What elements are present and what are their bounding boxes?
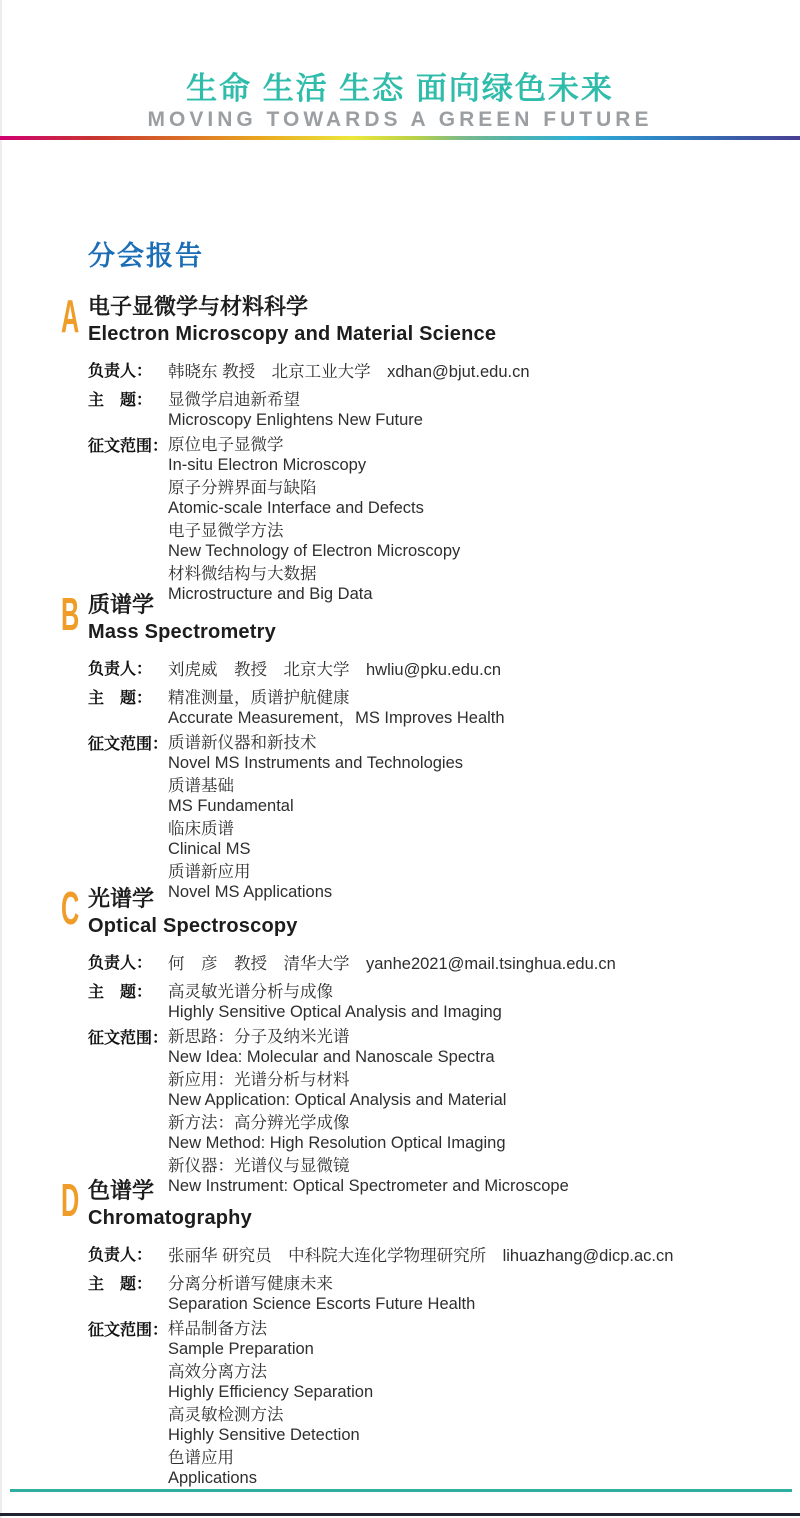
scope-en: Microstructure and Big Data bbox=[168, 584, 373, 603]
scope-zh: 质谱新应用 bbox=[168, 863, 251, 881]
scope-zh: 高灵敏检测方法 bbox=[168, 1406, 284, 1424]
scope-row bbox=[88, 1320, 760, 1492]
scope-item bbox=[168, 1406, 760, 1445]
scope-label: 征文范围： bbox=[88, 1030, 169, 1047]
section-title-en: Optical Spectroscopy bbox=[88, 915, 298, 937]
scope-zh: 新方法：高分辨光学成像 bbox=[168, 1114, 350, 1132]
scope-zh: 质谱新仪器和新技术 bbox=[168, 734, 317, 752]
scope-zh: 样品制备方法 bbox=[168, 1320, 267, 1338]
scope-en: Highly Efficiency Separation bbox=[168, 1382, 374, 1401]
topic-en: Accurate Measurement，MS Improves Health bbox=[168, 709, 505, 727]
section-letter-c: C bbox=[61, 882, 80, 934]
section-title-en: Chromatography bbox=[88, 1207, 252, 1229]
section-title-zh: 光谱学 bbox=[88, 886, 155, 911]
scope-zh: 质谱基础 bbox=[168, 777, 234, 795]
scope-item bbox=[168, 436, 760, 475]
section-electron-microscopy bbox=[61, 290, 760, 608]
organizer-row bbox=[88, 659, 760, 681]
topic-en: Separation Science Escorts Future Health bbox=[168, 1295, 476, 1313]
scope-en: MS Fundamental bbox=[168, 796, 294, 815]
topic-zh: 高灵敏光谱分析与成像 bbox=[168, 983, 333, 1001]
scope-en: New Technology of Electron Microscopy bbox=[168, 541, 461, 560]
topic-en: Highly Sensitive Optical Analysis and Imaging bbox=[168, 1003, 502, 1021]
scope-row bbox=[88, 734, 760, 906]
scope-zh: 电子显微学方法 bbox=[168, 522, 284, 540]
section-title-zh: 电子显微学与材料科学 bbox=[88, 294, 309, 319]
section-chromatography bbox=[61, 1174, 760, 1492]
topic-zh: 显微学启迪新希望 bbox=[168, 391, 300, 409]
scope-zh: 临床质谱 bbox=[168, 820, 234, 838]
scope-en: In-situ Electron Microscopy bbox=[168, 455, 367, 474]
rainbow-divider bbox=[0, 136, 800, 140]
scope-en: New Instrument: Optical Spectrometer and Microscope bbox=[168, 1176, 569, 1195]
section-title-en: Electron Microscopy and Material Science bbox=[88, 323, 497, 345]
section-letter-b: B bbox=[61, 588, 80, 640]
topic-label: 主 题： bbox=[88, 690, 153, 707]
scope-item bbox=[168, 1320, 760, 1359]
section-details bbox=[88, 659, 760, 906]
section-details bbox=[88, 361, 760, 608]
scope-zh: 新思路：分子及纳米光谱 bbox=[168, 1028, 350, 1046]
scope-en: Atomic-scale Interface and Defects bbox=[168, 498, 424, 517]
scope-en: New Application: Optical Analysis and Material bbox=[168, 1090, 507, 1109]
scope-item bbox=[168, 479, 760, 518]
organizer-row bbox=[88, 1245, 760, 1267]
organizer-value: 刘虎威 教授 北京大学 hwliu@pku.edu.cn bbox=[168, 661, 502, 679]
scope-en: Sample Preparation bbox=[168, 1339, 314, 1358]
topic-zh: 分离分析谱写健康未来 bbox=[168, 1275, 333, 1293]
scope-zh: 色谱应用 bbox=[168, 1449, 234, 1467]
scope-row bbox=[88, 1028, 760, 1200]
footer-teal-rule bbox=[10, 1489, 792, 1492]
section-details bbox=[88, 953, 760, 1200]
section-mass-spectrometry bbox=[61, 588, 760, 906]
scope-zh: 新仪器：光谱仪与显微镜 bbox=[168, 1157, 350, 1175]
topic-row bbox=[88, 688, 760, 728]
scope-zh: 高效分离方法 bbox=[168, 1363, 267, 1381]
scope-item bbox=[168, 1449, 760, 1488]
page-header bbox=[0, 72, 800, 132]
slogan-zh: 生命 生活 生态 面向绿色未来 bbox=[186, 71, 614, 106]
organizer-value: 韩晓东 教授 北京工业大学 xdhan@bjut.edu.cn bbox=[168, 363, 530, 381]
section-details bbox=[88, 1245, 760, 1492]
section-title-zh: 质谱学 bbox=[88, 592, 155, 617]
topic-en: Microscopy Enlightens New Future bbox=[168, 411, 423, 429]
topic-row bbox=[88, 390, 760, 430]
scope-label: 征文范围： bbox=[88, 1322, 169, 1339]
organizer-row bbox=[88, 361, 760, 383]
scope-label: 征文范围： bbox=[88, 438, 169, 455]
section-optical-spectroscopy bbox=[61, 882, 760, 1200]
scope-en: Applications bbox=[168, 1468, 257, 1487]
organizer-value: 何 彦 教授 清华大学 yanhe2021@mail.tsinghua.edu.cn bbox=[168, 955, 616, 973]
scope-item bbox=[168, 777, 760, 816]
section-letter-d: D bbox=[61, 1174, 80, 1226]
slogan-en: MOVING TOWARDS A GREEN FUTURE bbox=[147, 108, 653, 131]
scope-zh: 原位电子显微学 bbox=[168, 436, 284, 454]
topic-label: 主 题： bbox=[88, 1276, 153, 1293]
organizer-row bbox=[88, 953, 760, 975]
scope-item bbox=[168, 734, 760, 773]
section-title-en: Mass Spectrometry bbox=[88, 621, 276, 643]
organizer-label: 负责人： bbox=[88, 661, 153, 678]
scope-zh: 材料微结构与大数据 bbox=[168, 565, 317, 583]
scope-item bbox=[168, 1028, 760, 1067]
scope-en: Novel MS Applications bbox=[168, 882, 333, 901]
scope-en: Clinical MS bbox=[168, 839, 251, 858]
scope-item bbox=[168, 1071, 760, 1110]
topic-label: 主 题： bbox=[88, 984, 153, 1001]
scope-item bbox=[168, 820, 760, 859]
scope-en: Novel MS Instruments and Technologies bbox=[168, 753, 464, 772]
scope-zh: 原子分辨界面与缺陷 bbox=[168, 479, 317, 497]
organizer-label: 负责人： bbox=[88, 363, 153, 380]
organizer-label: 负责人： bbox=[88, 955, 153, 972]
footer-dark-rule bbox=[0, 1513, 800, 1516]
scope-en: Highly Sensitive Detection bbox=[168, 1425, 360, 1444]
topic-zh: 精准测量，质谱护航健康 bbox=[168, 689, 350, 707]
page-edge bbox=[0, 0, 2, 1518]
page-title: 分会报告 bbox=[88, 241, 204, 271]
scope-item bbox=[168, 522, 760, 561]
organizer-label: 负责人： bbox=[88, 1247, 153, 1264]
organizer-value: 张丽华 研究员 中科院大连化学物理研究所 lihuazhang@dicp.ac.cn bbox=[168, 1247, 674, 1265]
scope-row bbox=[88, 436, 760, 608]
scope-item bbox=[168, 1363, 760, 1402]
scope-en: New Method: High Resolution Optical Imaging bbox=[168, 1133, 506, 1152]
section-title-zh: 色谱学 bbox=[88, 1178, 155, 1203]
scope-item bbox=[168, 1114, 760, 1153]
topic-row bbox=[88, 1274, 760, 1314]
scope-label: 征文范围： bbox=[88, 736, 169, 753]
scope-en: New Idea: Molecular and Nanoscale Spectra bbox=[168, 1047, 495, 1066]
topic-row bbox=[88, 982, 760, 1022]
scope-zh: 新应用：光谱分析与材料 bbox=[168, 1071, 350, 1089]
section-letter-a: A bbox=[61, 290, 80, 342]
topic-label: 主 题： bbox=[88, 392, 153, 409]
